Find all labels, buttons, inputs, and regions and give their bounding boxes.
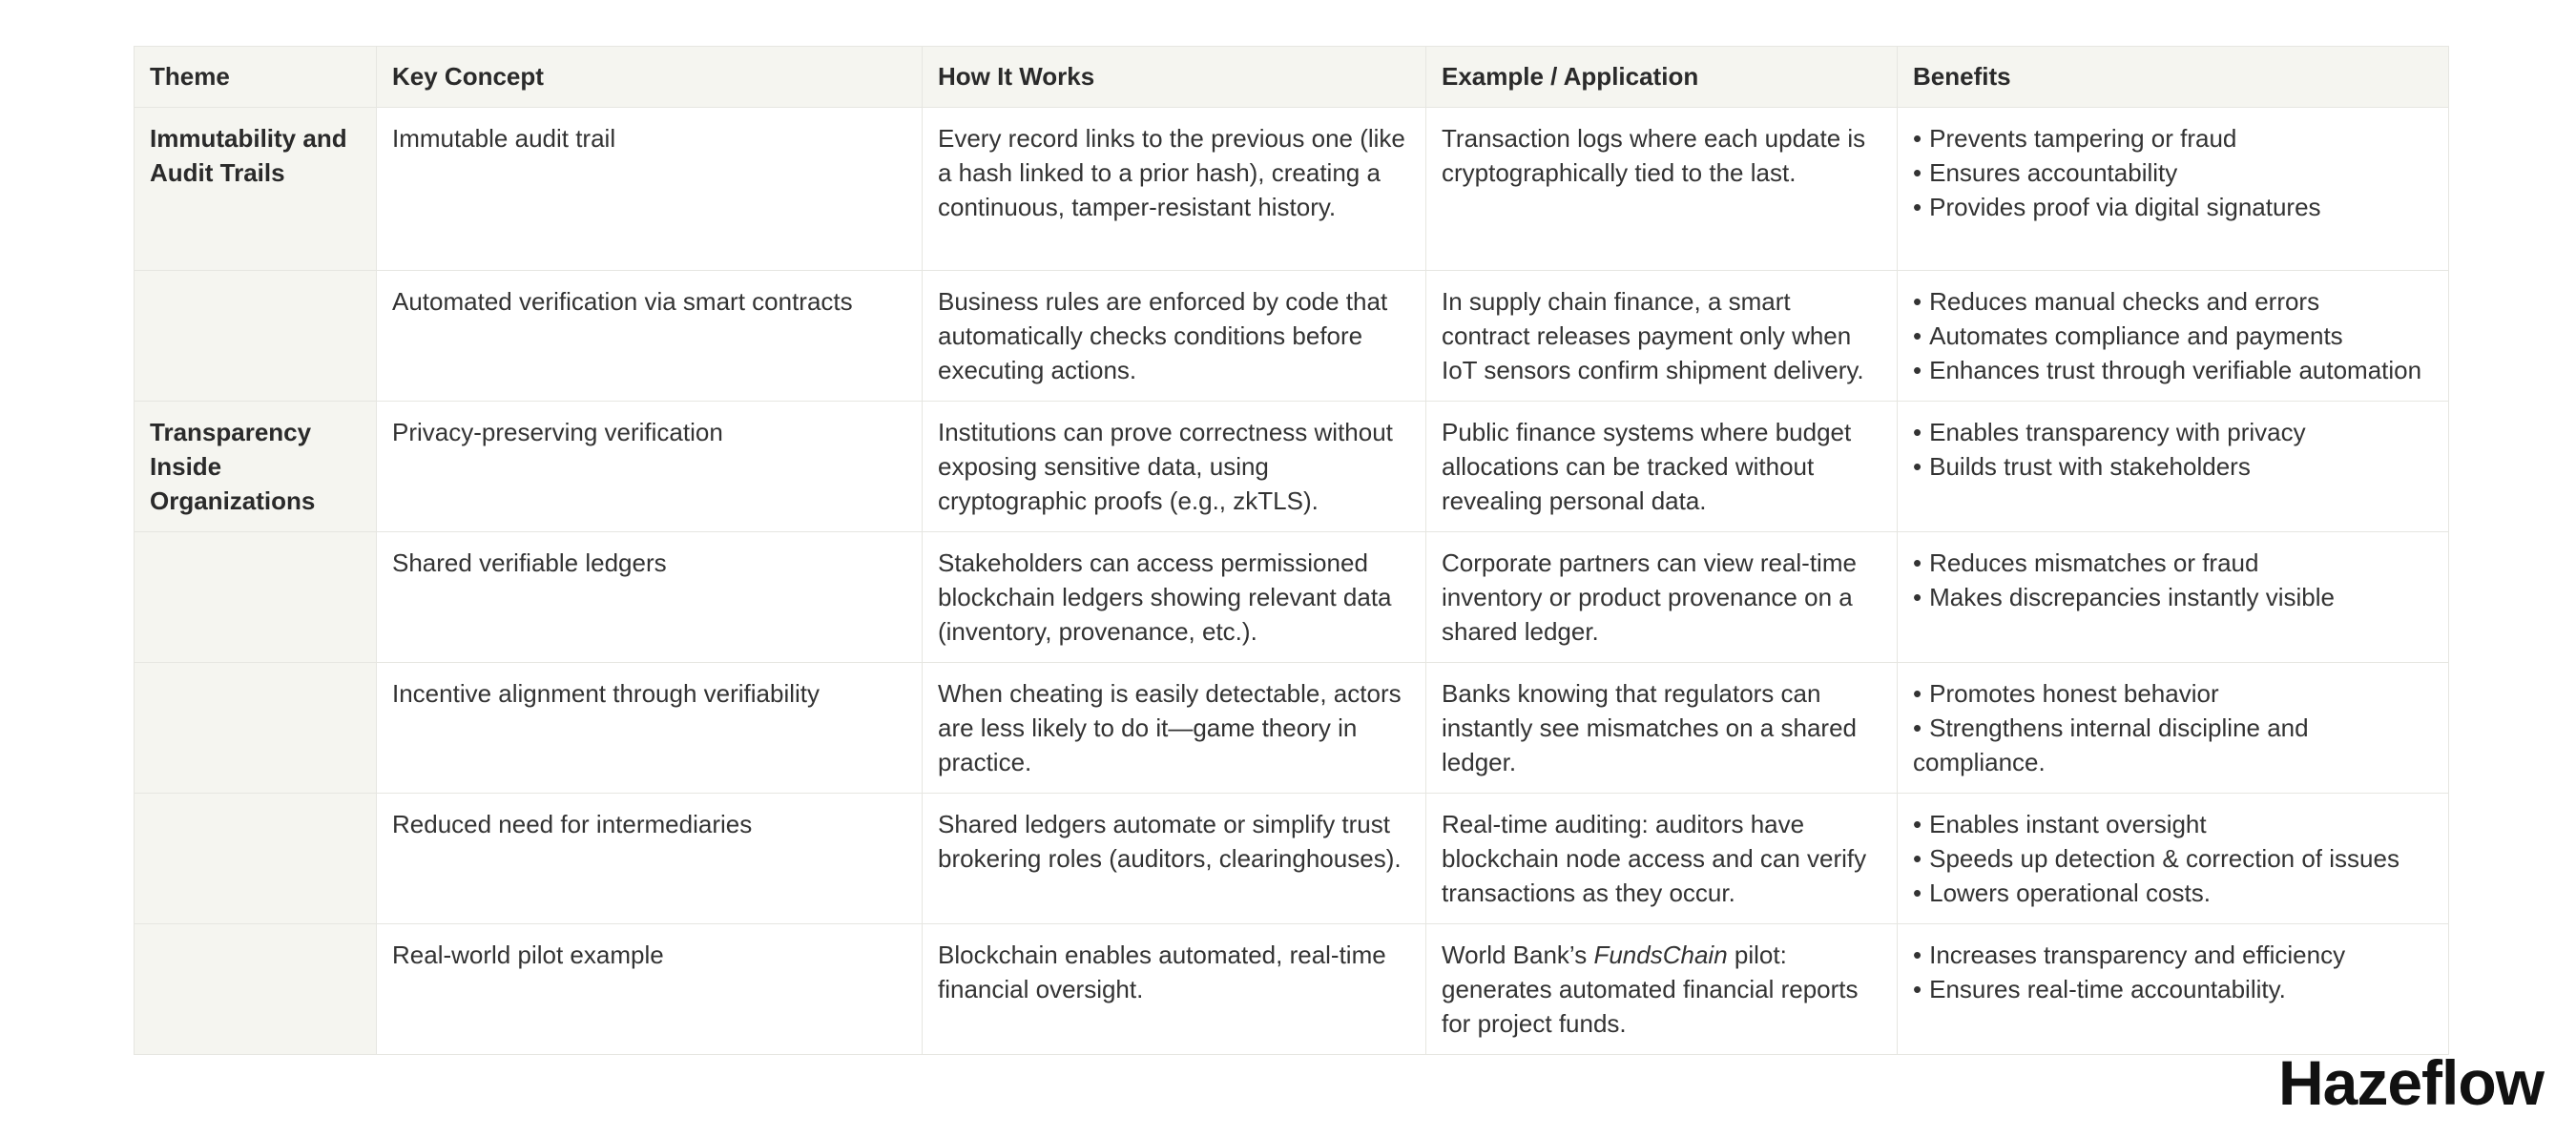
table-row — [135, 532, 2449, 663]
benefit-item: • Increases transparency and efficiency — [1913, 941, 2346, 969]
bullet-glyph: • — [1913, 124, 1922, 153]
benefit-item: • Makes discrepancies instantly visible — [1913, 583, 2335, 611]
key-concept-cell: Reduced need for intermediaries — [377, 794, 923, 924]
table-row — [135, 108, 2449, 271]
header-example-application: Example / Application — [1426, 47, 1898, 108]
table-row — [135, 924, 2449, 1055]
hazeflow-logo — [2278, 1049, 2544, 1116]
benefits-cell — [1898, 532, 2449, 663]
theme-cell: Immutability and Audit Trails — [135, 108, 377, 271]
fundschain-name: FundsChain — [1593, 941, 1728, 969]
table-row — [135, 794, 2449, 924]
benefits-cell — [1898, 663, 2449, 794]
key-concept-cell: Immutable audit trail — [377, 108, 923, 271]
bullet-glyph: • — [1913, 193, 1922, 221]
benefit-item: • Enhances trust through verifiable automation — [1913, 356, 2422, 384]
table-row — [135, 271, 2449, 402]
bullet-glyph: • — [1913, 356, 1922, 384]
bullet-glyph: • — [1913, 548, 1922, 577]
benefits-cell — [1898, 108, 2449, 271]
bullet-glyph: • — [1913, 844, 1922, 873]
example-text-after: pilot: generates automated financial reports for project funds. — [1442, 941, 1859, 1038]
benefit-item: • Prevents tampering or fraud — [1913, 124, 2237, 153]
bullet-glyph: • — [1913, 975, 1922, 1003]
benefits-cell — [1898, 794, 2449, 924]
how-it-works-cell: Blockchain enables automated, real-time financial oversight. — [923, 924, 1426, 1055]
table-row — [135, 402, 2449, 532]
benefit-item: • Automates compliance and payments — [1913, 321, 2343, 350]
how-it-works-cell: Every record links to the previous one (like a hash linked to a prior hash), creating a continuous, tamper-resistant history. — [923, 108, 1426, 271]
benefit-item: • Strengthens internal discipline and compliance. — [1913, 713, 2309, 776]
example-cell: Real-time auditing: auditors have blockchain node access and can verify transactions as they occur. — [1426, 794, 1898, 924]
theme-cell: Transparency Inside Organizations — [135, 402, 377, 532]
logo-wordmark: Hazeflow — [2277, 1047, 2544, 1118]
benefits-cell — [1898, 402, 2449, 532]
bullet-glyph: • — [1913, 679, 1922, 708]
how-it-works-cell: Shared ledgers automate or simplify trust brokering roles (auditors, clearinghouses). — [923, 794, 1426, 924]
key-concept-cell: Incentive alignment through verifiability — [377, 663, 923, 794]
bullet-glyph: • — [1913, 321, 1922, 350]
table-row — [135, 663, 2449, 794]
benefit-item: • Ensures real-time accountability. — [1913, 975, 2286, 1003]
header-how-it-works: How It Works — [923, 47, 1426, 108]
bullet-glyph: • — [1913, 418, 1922, 446]
benefit-item: • Speeds up detection & correction of issues — [1913, 844, 2399, 873]
example-text-before: World Bank’s — [1442, 941, 1594, 969]
how-it-works-cell: Business rules are enforced by code that automatically checks conditions before executing actions. — [923, 271, 1426, 402]
comparison-table-container — [134, 46, 2448, 1055]
example-cell: Public finance systems where budget allocations can be tracked without revealing personal data. — [1426, 402, 1898, 532]
comparison-table — [134, 46, 2449, 1055]
benefit-item: • Lowers operational costs. — [1913, 879, 2211, 907]
how-it-works-cell: Stakeholders can access permissioned blockchain ledgers showing relevant data (inventory, provenance, etc.). — [923, 532, 1426, 663]
theme-cell — [135, 663, 377, 794]
benefits-cell — [1898, 924, 2449, 1055]
benefit-item: • Enables instant oversight — [1913, 810, 2207, 838]
bullet-glyph: • — [1913, 879, 1922, 907]
header-theme: Theme — [135, 47, 377, 108]
bullet-glyph: • — [1913, 713, 1922, 742]
table-header-row — [135, 47, 2449, 108]
theme-cell — [135, 924, 377, 1055]
how-it-works-cell: Institutions can prove correctness without exposing sensitive data, using cryptographic proofs (e.g., zkTLS). — [923, 402, 1426, 532]
example-cell: Transaction logs where each update is cryptographically tied to the last. — [1426, 108, 1898, 271]
example-cell: Corporate partners can view real-time inventory or product provenance on a shared ledger. — [1426, 532, 1898, 663]
theme-cell — [135, 532, 377, 663]
key-concept-cell: Privacy-preserving verification — [377, 402, 923, 532]
header-benefits: Benefits — [1898, 47, 2449, 108]
bullet-glyph: • — [1913, 810, 1922, 838]
benefit-item: • Promotes honest behavior — [1913, 679, 2219, 708]
how-it-works-cell: When cheating is easily detectable, actors are less likely to do it—game theory in practice. — [923, 663, 1426, 794]
bullet-glyph: • — [1913, 452, 1922, 481]
benefit-item: • Reduces mismatches or fraud — [1913, 548, 2259, 577]
theme-cell — [135, 794, 377, 924]
benefit-item: • Reduces manual checks and errors — [1913, 287, 2320, 316]
bullet-glyph: • — [1913, 158, 1922, 187]
key-concept-cell: Shared verifiable ledgers — [377, 532, 923, 663]
example-cell: In supply chain finance, a smart contract releases payment only when IoT sensors confirm shipment delivery. — [1426, 271, 1898, 402]
bullet-glyph: • — [1913, 583, 1922, 611]
key-concept-cell: Real-world pilot example — [377, 924, 923, 1055]
bullet-glyph: • — [1913, 287, 1922, 316]
theme-cell — [135, 271, 377, 402]
benefit-item: • Builds trust with stakeholders — [1913, 452, 2251, 481]
benefits-cell — [1898, 271, 2449, 402]
header-key-concept: Key Concept — [377, 47, 923, 108]
key-concept-cell: Automated verification via smart contracts — [377, 271, 923, 402]
benefit-item: • Ensures accountability — [1913, 158, 2178, 187]
benefit-item: • Provides proof via digital signatures — [1913, 193, 2321, 221]
bullet-glyph: • — [1913, 941, 1922, 969]
benefit-item: • Enables transparency with privacy — [1913, 418, 2306, 446]
example-cell: Banks knowing that regulators can instantly see mismatches on a shared ledger. — [1426, 663, 1898, 794]
example-cell — [1426, 924, 1898, 1055]
